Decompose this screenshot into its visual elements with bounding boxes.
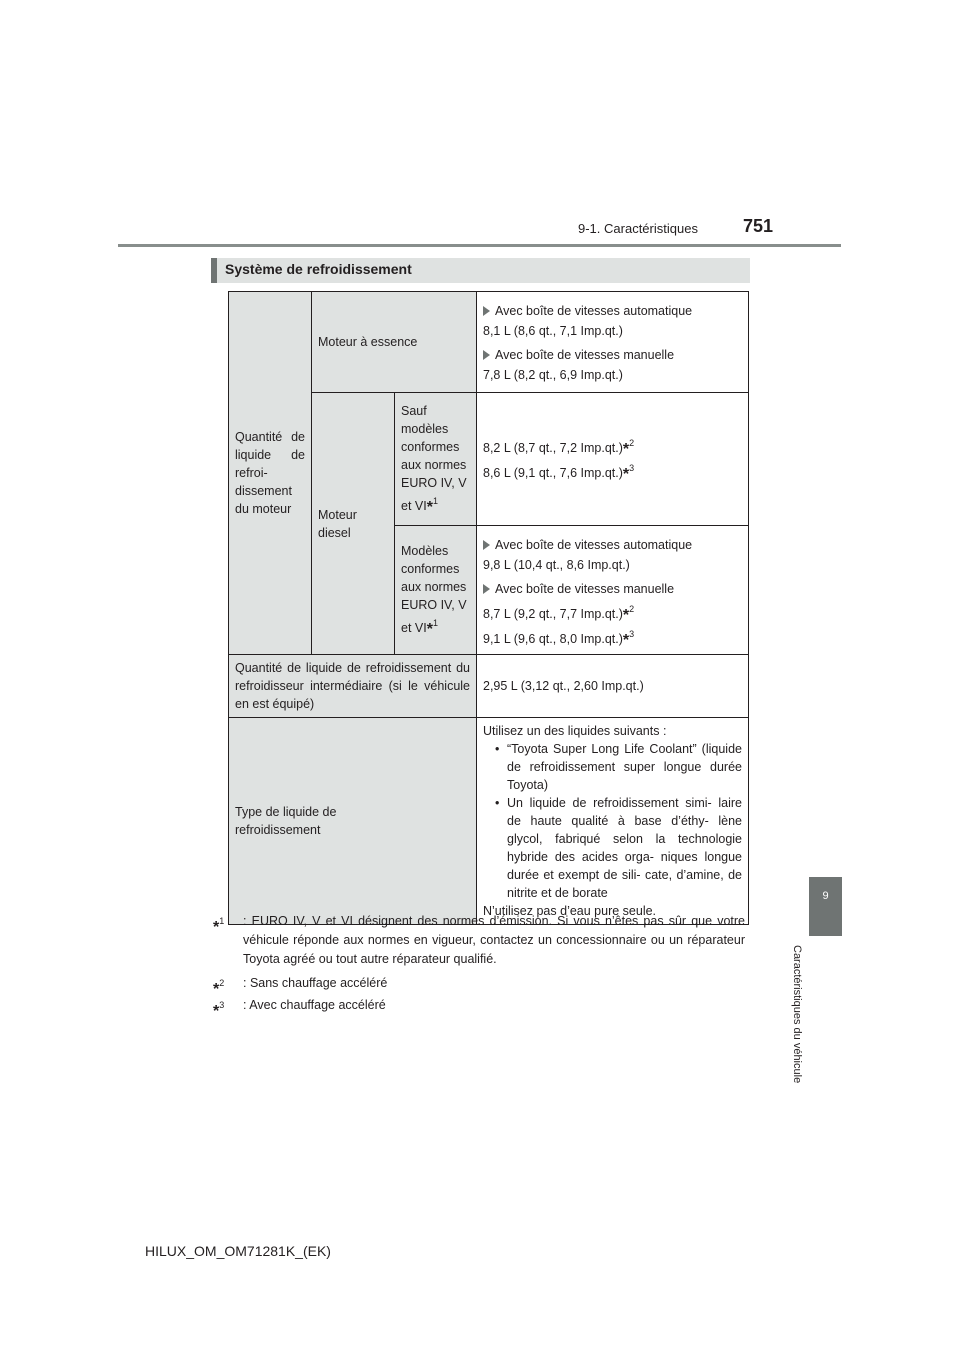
engine-coolant-quantity-label: Quantité de liquide de refroi- dissement du moteur [229, 292, 312, 655]
list-item: Avec boîte de vitesses automatique [483, 536, 742, 554]
document-footer: HILUX_OM_OM71281K_(EK) [145, 1243, 331, 1259]
intercooler-quantity-value: 2,95 L (3,12 qt., 2,60 Imp.qt.) [477, 655, 749, 718]
list-item: • “Toyota Super Long Life Coolant” (liquide de refroidissement super longue durée Toyota) [495, 740, 742, 794]
section-title: 9-1. Caractéristiques [578, 221, 698, 236]
coolant-options-list [483, 740, 742, 902]
euro-models-values: Avec boîte de vitesses automatique 9,8 L (10,4 qt., 8,6 Imp.qt.) Avec boîte de vitesses manuelle 8,7 L (9,2 qt., 7,7 Imp.qt.)*$^2$ 9,1 L (9,6 qt., 8,0 Imp.qt.)*$^3$ [477, 526, 749, 655]
coolant-spec-table [228, 291, 749, 925]
chapter-tab-number: 9 [822, 890, 829, 902]
arrow-bullet-icon [483, 306, 490, 316]
petrol-engine-values: Avec boîte de vitesses automatique 8,1 L (8,6 qt., 7,1 Imp.qt.) Avec boîte de vitesses manuelle 7,8 L (8,2 qt., 6,9 Imp.qt.) [477, 292, 749, 393]
footnote-3: *$^3$ : Avec chauffage accéléré [213, 998, 386, 1020]
intercooler-quantity-label: Quantité de liquide de refroidissement du refroidisseur intermédiaire (si le véhicule en est équipé) [229, 655, 477, 718]
page-number: 751 [743, 216, 774, 236]
coolant-type-label: Type de liquide de refroidissement [229, 718, 477, 925]
chapter-tab [809, 877, 842, 936]
footnote-2: *$^2$ : Sans chauffage accéléré [213, 976, 388, 998]
footnote-1: *$^1$ : EURO IV, V et VI désignent des normes d’émission. Si vous n’êtes pas sûr que votre véhicule réponde aux normes en vigueur, contactez un concessionnaire ou un réparateur Toyota agréé ou tout autre réparateur qualifié. [213, 914, 745, 966]
coolant-type-values: Utilisez un des liquides suivants : • “Toyota Super Long Life Coolant” (liquide de refroidissement super longue durée Toyota) • Un liquide de refroidissement simi- laire de haute qualité à base d’éthy- lène glycol, fabriqué selon la technologie hybride des acides orga- niques longue durée et exempt de sili- cate, d’amine, de nitrite et de borate N’utilisez pas d’eau pure seule. [477, 718, 749, 925]
list-item: Avec boîte de vitesses manuelle [483, 346, 742, 364]
arrow-bullet-icon [483, 350, 490, 360]
arrow-bullet-icon [483, 584, 490, 594]
heading-accent-bar [211, 258, 217, 283]
heading-text: Système de refroidissement [225, 261, 412, 277]
table-row [229, 292, 749, 393]
list-item: Avec boîte de vitesses automatique [483, 302, 742, 320]
euro-models-label: Modèles conformes aux normes EURO IV, V et VI*$^1$ [395, 526, 477, 655]
chapter-title: Caractéristiques du véhicule [791, 945, 803, 1084]
non-euro-models-label: Sauf modèles conformes aux normes EURO IV, V et VI*$^1$ [395, 393, 477, 526]
section-heading [211, 258, 750, 283]
list-item: Avec boîte de vitesses manuelle [483, 580, 742, 598]
table-row [229, 718, 749, 925]
diesel-engine-label: Moteur diesel [312, 393, 395, 655]
non-euro-models-values: 8,2 L (8,7 qt., 7,2 Imp.qt.)*$^2$ 8,6 L (9,1 qt., 7,6 Imp.qt.)*$^3$ [477, 393, 749, 526]
table-row [229, 655, 749, 718]
header-rule [118, 244, 841, 247]
arrow-bullet-icon [483, 540, 490, 550]
petrol-engine-label: Moteur à essence [312, 292, 477, 393]
list-item: • Un liquide de refroidissement simi- laire de haute qualité à base d’éthy- lène glycol, fabriqué selon la technologie hybride des acides orga- niques longue durée et exempt de sili- cate, d’amine, de nitrite et de borate [495, 794, 742, 902]
